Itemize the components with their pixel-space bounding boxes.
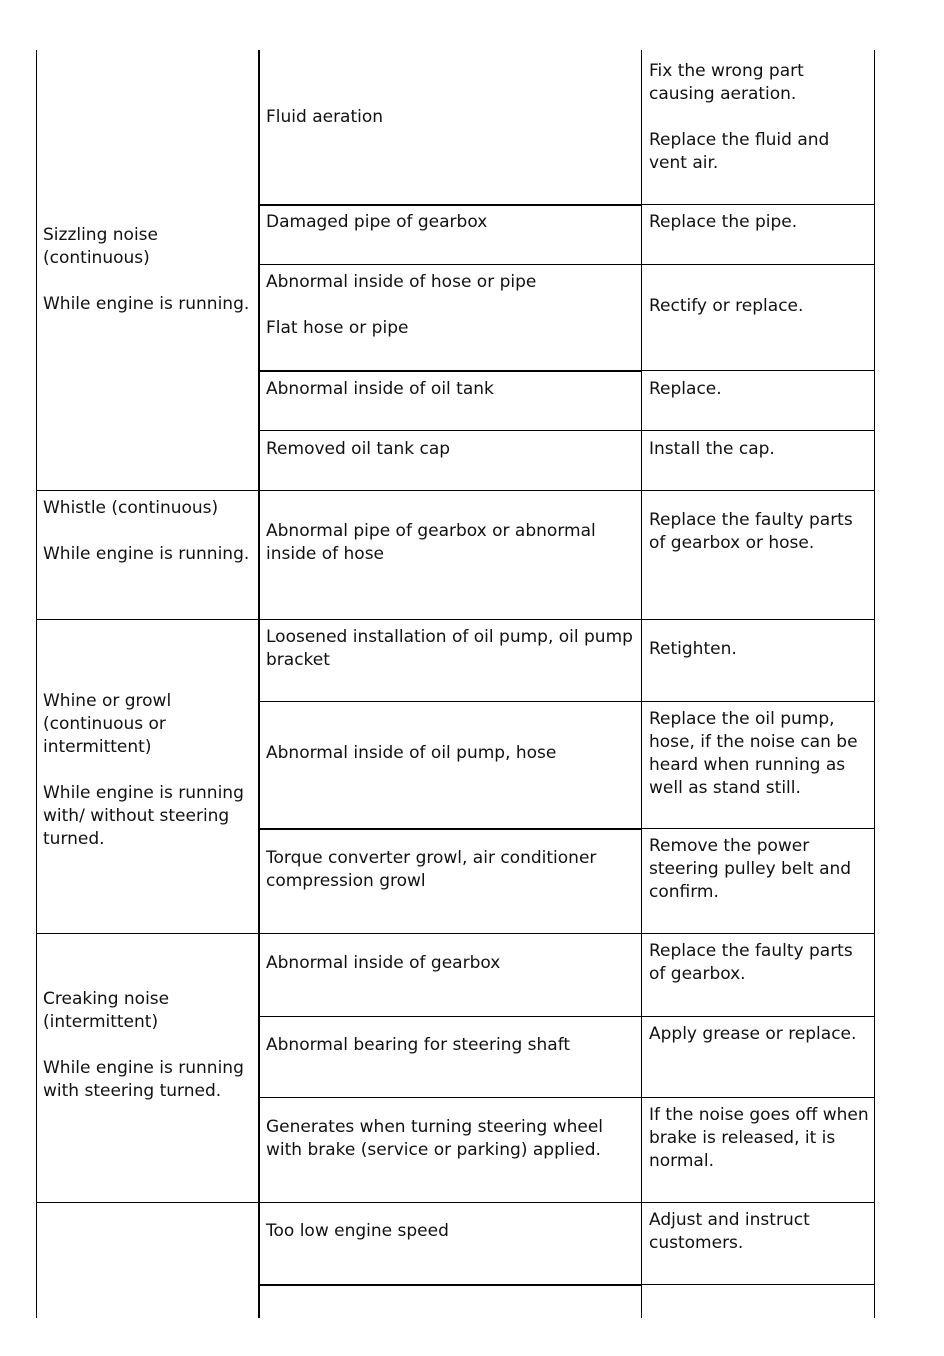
- remedy-text: Replace the fluid and vent air.: [649, 130, 830, 173]
- column-divider-cause: [641, 50, 642, 1318]
- row-divider: [642, 701, 875, 702]
- symptom-cell: [43, 50, 253, 490]
- group-divider: [36, 933, 875, 934]
- remedy-text: Fix the wrong part causing aeration.: [649, 61, 804, 104]
- cause-cell: [266, 847, 636, 893]
- cause-text: Abnormal inside of oil tank: [266, 379, 494, 399]
- symptom-condition: While engine is running with/ without steering turned.: [43, 782, 244, 849]
- cause-cell: [266, 520, 636, 566]
- row-divider: [642, 828, 875, 829]
- row-divider: [259, 1016, 875, 1017]
- remedy-cell: [649, 378, 871, 401]
- row-divider: [259, 430, 875, 431]
- cause-cell: [266, 271, 636, 340]
- column-divider-symptom: [258, 50, 260, 1318]
- remedy-cell: [649, 211, 871, 234]
- cause-text: Too low engine speed: [266, 1221, 449, 1241]
- symptom-cell: [43, 620, 253, 920]
- symptom-condition: While engine is running with steering turned.: [43, 1058, 244, 1101]
- row-divider: [259, 701, 642, 702]
- remedy-text: Replace the oil pump, hose, if the noise can be heard when running as well as stand still.: [649, 709, 858, 798]
- cause-cell: [266, 50, 636, 185]
- cause-text: Abnormal inside of oil pump, hose: [266, 743, 557, 763]
- symptom-condition: While engine is running.: [43, 294, 250, 314]
- cause-text: Loosened installation of oil pump, oil pump bracket: [266, 627, 633, 670]
- cause-text: Generates when turning steering wheel with brake (service or parking) applied.: [266, 1117, 604, 1160]
- symptom-text: Whistle (continuous): [43, 498, 219, 518]
- cause-cell: [266, 626, 636, 672]
- cause-text: Removed oil tank cap: [266, 439, 451, 459]
- row-divider: [259, 1284, 642, 1286]
- symptom-cell: [43, 497, 253, 566]
- remedy-cell: [649, 638, 871, 661]
- cause-text: Damaged pipe of gearbox: [266, 212, 488, 232]
- group-divider: [36, 490, 875, 491]
- cause-text: Abnormal pipe of gearbox or abnormal inside of hose: [266, 521, 596, 564]
- remedy-text: Replace.: [649, 379, 722, 399]
- remedy-cell: [649, 835, 871, 904]
- group-divider: [36, 1202, 875, 1203]
- remedy-cell: [649, 1104, 871, 1173]
- table-border-left: [36, 50, 37, 1318]
- symptom-text: Whine or growl (continuous or intermittent): [43, 690, 172, 757]
- cause-cell: [266, 1220, 636, 1243]
- row-divider: [259, 370, 642, 372]
- table-border-right: [874, 50, 875, 1318]
- row-divider: [259, 1097, 875, 1098]
- cause-cell: [266, 211, 636, 234]
- symptom-text: Sizzling noise (continuous): [43, 225, 158, 268]
- remedy-cell: [649, 509, 871, 555]
- remedy-cell: [649, 708, 871, 800]
- remedy-text: Install the cap.: [649, 439, 775, 459]
- cause-text: Abnormal inside of gearbox: [266, 953, 501, 973]
- remedy-text: Adjust and instruct customers.: [649, 1210, 810, 1253]
- cause-text: Flat hose or pipe: [266, 318, 409, 338]
- cause-cell: [266, 378, 636, 401]
- remedy-text: Replace the faulty parts of gearbox.: [649, 941, 853, 984]
- remedy-text: Retighten.: [649, 639, 737, 659]
- remedy-cell: [649, 1209, 871, 1255]
- cause-text: Fluid aeration: [266, 107, 384, 127]
- cause-cell: [266, 1034, 636, 1057]
- row-divider: [259, 204, 642, 206]
- cause-cell: [266, 1116, 638, 1162]
- cause-text: Abnormal inside of hose or pipe: [266, 272, 537, 292]
- symptom-cell: [43, 988, 253, 1103]
- cause-text: Abnormal bearing for steering shaft: [266, 1035, 571, 1055]
- symptom-text: Creaking noise (intermittent): [43, 989, 170, 1032]
- remedy-text: If the noise goes off when brake is released, it is normal.: [649, 1105, 869, 1171]
- cause-cell: [266, 952, 636, 975]
- row-divider: [259, 264, 875, 265]
- remedy-text: Replace the pipe.: [649, 212, 798, 232]
- row-divider: [642, 370, 875, 371]
- cause-cell: [266, 742, 636, 765]
- cause-text: Torque converter growl, air conditioner compression growl: [266, 848, 597, 891]
- remedy-text: Replace the faulty parts of gearbox or hose.: [649, 510, 853, 553]
- remedy-cell: [649, 60, 871, 175]
- row-divider: [259, 828, 642, 830]
- remedy-text: Apply grease or replace.: [649, 1024, 857, 1044]
- row-divider: [642, 204, 875, 205]
- remedy-cell: [649, 940, 871, 986]
- remedy-text: Remove the power steering pulley belt and confirm.: [649, 836, 852, 902]
- remedy-cell: [649, 295, 871, 318]
- symptom-condition: While engine is running.: [43, 544, 250, 564]
- remedy-cell: [649, 1023, 871, 1046]
- cause-cell: [266, 438, 636, 461]
- remedy-cell: [649, 438, 871, 461]
- remedy-text: Rectify or replace.: [649, 296, 804, 316]
- row-divider: [642, 1284, 875, 1285]
